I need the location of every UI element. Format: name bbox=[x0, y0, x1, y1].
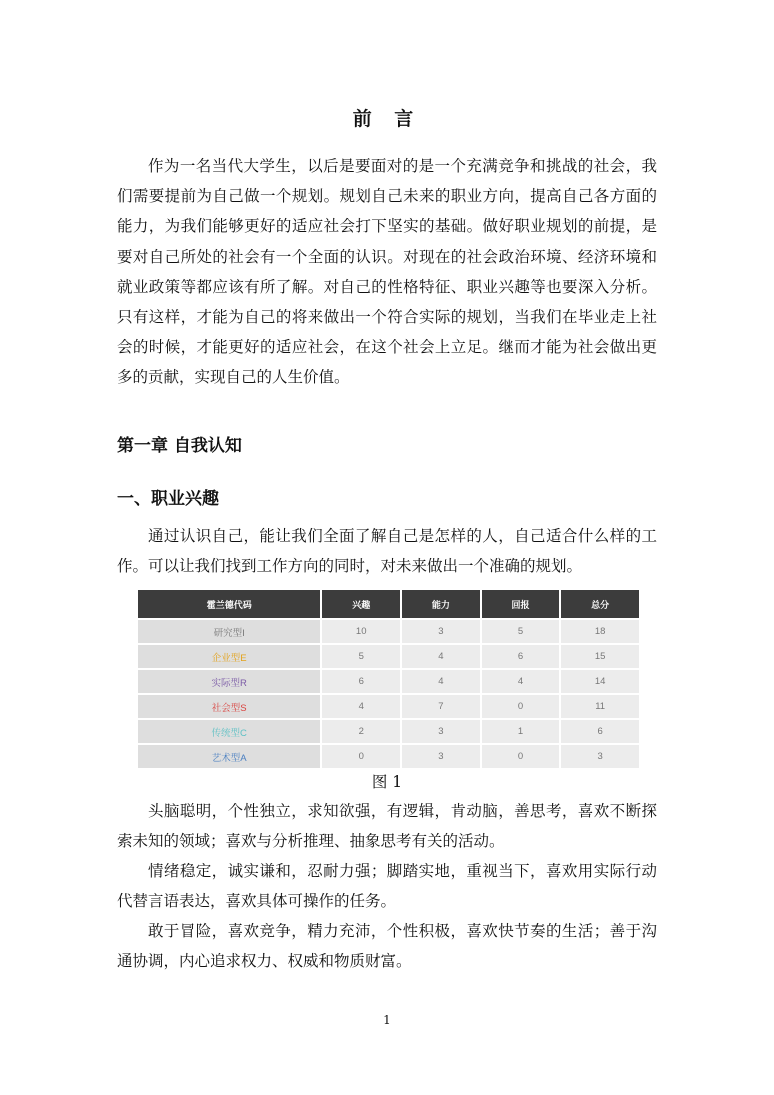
description-paragraph-1: 头脑聪明，个性独立，求知欲强，有逻辑，肯动脑，善思考，喜欢不断探索未知的领域；喜欢与分析推理、抽象思考有关的活动。 bbox=[117, 802, 657, 851]
cell-code: 实际型R bbox=[138, 670, 320, 693]
chapter-heading: 第一章 自我认知 bbox=[117, 436, 242, 456]
cell-code: 社会型S bbox=[138, 695, 320, 718]
cell-ability: 4 bbox=[402, 670, 480, 693]
header-total: 总分 bbox=[561, 590, 639, 618]
cell-interest: 0 bbox=[322, 745, 400, 768]
cell-code: 研究型I bbox=[138, 620, 320, 643]
cell-total: 18 bbox=[561, 620, 639, 643]
cell-interest: 4 bbox=[322, 695, 400, 718]
section-intro: 通过认识自己，能让我们全面了解自己是怎样的人，自己适合什么样的工作。可以让我们找到工作方向的同时，对未来做出一个准确的规划。 bbox=[117, 527, 657, 576]
cell-interest: 2 bbox=[322, 720, 400, 743]
cell-total: 6 bbox=[561, 720, 639, 743]
table-row bbox=[138, 695, 639, 718]
preface-title: 前 言 bbox=[352, 108, 422, 130]
holland-code-table bbox=[138, 590, 643, 768]
table-row bbox=[138, 645, 639, 668]
description-paragraph-3: 敢于冒险，喜欢竞争，精力充沛，个性积极，喜欢快节奏的生活；善于沟通协调，内心追求权力、权威和物质财富。 bbox=[117, 922, 657, 971]
cell-reward: 0 bbox=[482, 745, 560, 768]
header-interest: 兴趣 bbox=[322, 590, 400, 618]
table-row bbox=[138, 745, 639, 768]
cell-reward: 1 bbox=[482, 720, 560, 743]
cell-total: 15 bbox=[561, 645, 639, 668]
table-header-row bbox=[138, 590, 639, 618]
cell-ability: 3 bbox=[402, 745, 480, 768]
preface-body: 作为一名当代大学生，以后是要面对的是一个充满竞争和挑战的社会，我们需要提前为自己做一个规划。规划自己未来的职业方向，提高自己各方面的能力，为我们能够更好的适应社会打下坚实的基础。做好职业规划的前提，是要对自己所处的社会有一个全面的认识。对现在的社会政治环境、经济环境和就业政策等都应该有所了解。对自己的性格特征、职业兴趣等也要深入分析。只有这样，才能为自己的将来做出一个符合实际的规划，当我们在毕业走上社会的时候，才能更好的适应社会，在这个社会上立足。继而才能为社会做出更多的贡献，实现自己的人生价值。 bbox=[117, 157, 657, 387]
description-paragraph-2: 情绪稳定，诚实谦和，忍耐力强；脚踏实地，重视当下，喜欢用实际行动代替言语表达，喜欢具体可操作的任务。 bbox=[117, 862, 657, 911]
cell-total: 14 bbox=[561, 670, 639, 693]
cell-code: 企业型E bbox=[138, 645, 320, 668]
cell-interest: 5 bbox=[322, 645, 400, 668]
header-code: 霍兰德代码 bbox=[138, 590, 320, 618]
section-heading: 一、职业兴趣 bbox=[117, 489, 219, 509]
cell-total: 11 bbox=[561, 695, 639, 718]
cell-ability: 3 bbox=[402, 620, 480, 643]
cell-code: 艺术型A bbox=[138, 745, 320, 768]
table-row bbox=[138, 720, 639, 743]
cell-ability: 7 bbox=[402, 695, 480, 718]
figure-caption: 图 1 bbox=[371, 773, 403, 791]
table-row bbox=[138, 670, 639, 693]
cell-interest: 10 bbox=[322, 620, 400, 643]
cell-ability: 3 bbox=[402, 720, 480, 743]
cell-total: 3 bbox=[561, 745, 639, 768]
cell-reward: 6 bbox=[482, 645, 560, 668]
cell-interest: 6 bbox=[322, 670, 400, 693]
page-number: 1 bbox=[383, 1013, 391, 1027]
cell-ability: 4 bbox=[402, 645, 480, 668]
cell-reward: 4 bbox=[482, 670, 560, 693]
header-reward: 回报 bbox=[482, 590, 560, 618]
cell-reward: 5 bbox=[482, 620, 560, 643]
header-ability: 能力 bbox=[402, 590, 480, 618]
table-row bbox=[138, 620, 639, 643]
cell-code: 传统型C bbox=[138, 720, 320, 743]
cell-reward: 0 bbox=[482, 695, 560, 718]
